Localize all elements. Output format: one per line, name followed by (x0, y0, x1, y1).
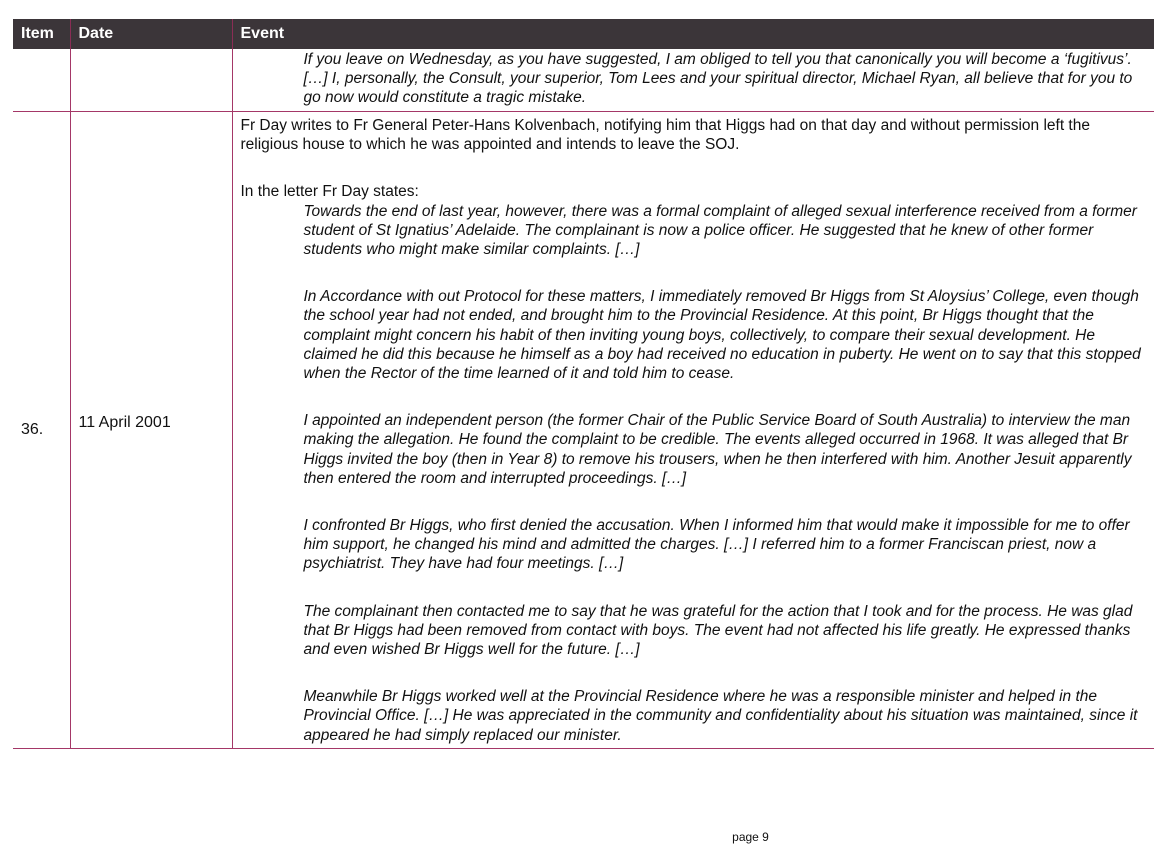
item-cell (13, 49, 70, 112)
item-cell: 36. (21, 420, 44, 438)
event-paragraph: In the letter Fr Day states: (240, 183, 419, 201)
column-header-date: Date (70, 19, 232, 49)
event-cell (232, 112, 1154, 749)
date-cell: 11 April 2001 (70, 112, 232, 749)
table-row (13, 112, 1154, 749)
column-header-event: Event (232, 19, 1154, 49)
events-table (13, 19, 1154, 749)
event-paragraph: Fr Day writes to Fr General Peter-Hans Kolvenbach, notifying him that Higgs had on that day and without permission left the religious house to which he was appointed and intends to leave the SOJ. (240, 117, 1090, 154)
quote-paragraph: In Accordance with out Protocol for these matters, I immediately removed Br Higgs from St Aloysius’ College, even though the school year had not ended, and brought him to the Provincial Residence. At this point, Br Higgs thought that the complaint might concern his habit of then inviting young boys, collectively, to compare their sexual development. He claimed he did this because he himself as a boy had received no education in puberty. He went on to say that this stopped when the Rector of the time learned of it and told him to cease. (303, 288, 1141, 383)
column-header-item: Item (13, 19, 70, 49)
quote-paragraph: The complainant then contacted me to say that he was grateful for the action that I took and for the process. He was glad that Br Higgs had been removed from contact with boys. The event had not affected his life greatly. He expressed thanks and even wished Br Higgs well for the future. […] (303, 602, 1133, 659)
table-row (13, 49, 1154, 112)
quote-paragraph: Meanwhile Br Higgs worked well at the Provincial Residence where he was a responsible minister and helped in the Provincial Office. […] He was appreciated in the community and confidentiality about his situation was maintained, since it appeared he had simply replaced our minister. (303, 688, 1138, 744)
quote-paragraph: Towards the end of last year, however, there was a formal complaint of alleged sexual interference received from a former student of St Ignatius’ Adelaide. The complainant is now a police officer. He suggested that he knew of other former students who might make similar complaints. […] (303, 202, 1137, 259)
page-number: page 9 (732, 830, 769, 844)
quote-paragraph: I confronted Br Higgs, who first denied the accusation. When I informed him that would make it impossible for me to offer him support, he changed his mind and admitted the charges. […] I referred him to a former Franciscan priest, now a psychiatrist. They have had four meetings. […] (303, 517, 1130, 573)
event-cell (232, 49, 1154, 112)
table-header-row (13, 19, 1154, 49)
date-cell (70, 49, 232, 112)
quote-paragraph: I appointed an independent person (the former Chair of the Public Service Board of South Australia) to interview the man making the allegation. He found the complaint to be credible. The events alleged occurred in 1968. It was alleged that Br Higgs invited the boy (then in Year 8) to remove his trousers, when he then interfered with him. Another Jesuit apparently then entered the room and interrupted proceedings. […] (303, 412, 1132, 487)
quote-paragraph: If you leave on Wednesday, as you have suggested, I am obliged to tell you that canonically you will become a ‘fugitivus’. […] I, personally, the Consult, your superior, Tom Lees and your spiritual director, Michael Ryan, all believe that for you to go now would constitute a tragic mistake. (303, 51, 1133, 107)
